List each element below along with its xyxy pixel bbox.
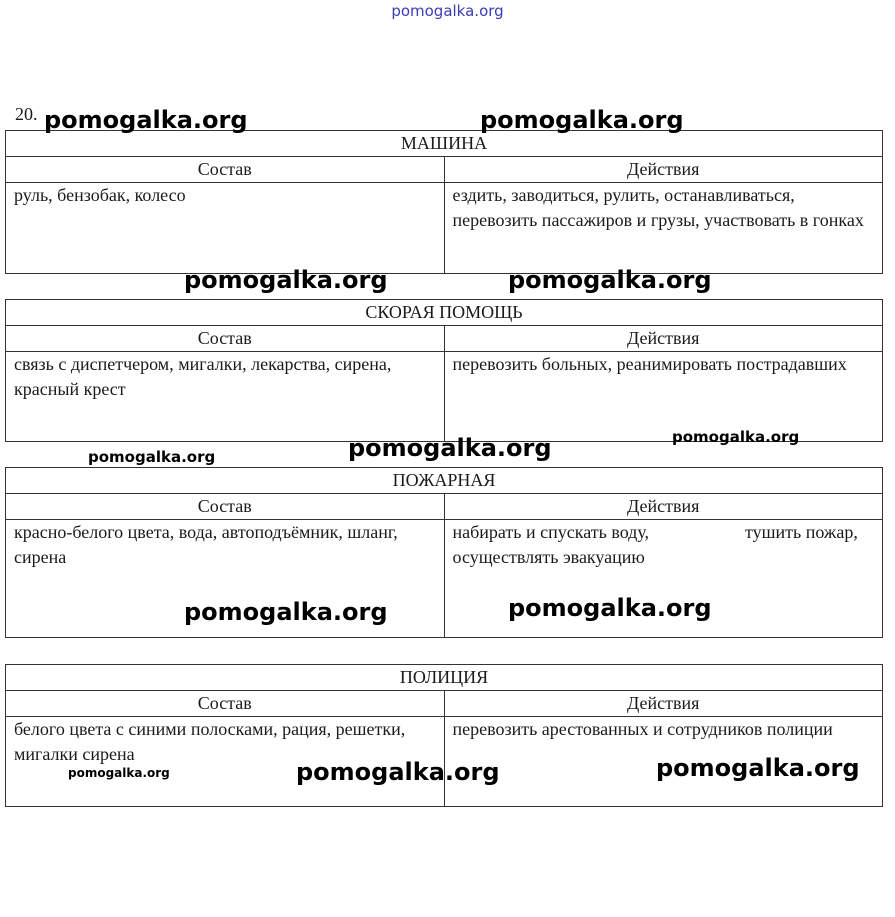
actions-cell: ездить, заводиться, рулить, останавливаться, перевозить пассажиров и грузы, участвовать в гонках (444, 183, 883, 274)
table-fire-truck (5, 467, 883, 638)
composition-cell: связь с диспетчером, мигалки, лекарства, сирена, красный крест (6, 352, 445, 442)
column-header-composition: Состав (6, 326, 445, 352)
column-header-composition: Состав (6, 691, 445, 717)
watermark: pomogalka.org (88, 448, 216, 466)
watermark: pomogalka.org (672, 428, 800, 446)
composition-cell: белого цвета с синими полосками, рация, решетки, мигалки сирена (6, 717, 445, 807)
actions-text-part1: набирать и спускать воду, (452, 522, 650, 542)
table-title: СКОРАЯ ПОМОЩЬ (6, 300, 883, 326)
watermark: pomogalka.org (184, 266, 388, 294)
table-title: ПОЖАРНАЯ (6, 468, 883, 494)
watermark: pomogalka.org (656, 754, 860, 782)
actions-cell: перевозить больных, реанимировать пострадавших (444, 352, 883, 442)
site-link[interactable]: pomogalka.org (391, 2, 504, 20)
column-header-composition: Состав (6, 494, 445, 520)
table-title: ПОЛИЦИЯ (6, 665, 883, 691)
composition-cell: руль, бензобак, колесо (6, 183, 445, 274)
watermark: pomogalka.org (508, 266, 712, 294)
watermark: pomogalka.org (68, 766, 170, 780)
watermark: pomogalka.org (44, 106, 248, 134)
actions-cell: перевозить арестованных и сотрудников полиции (444, 717, 883, 807)
task-number: 20. (15, 104, 38, 124)
table-car (5, 130, 883, 274)
column-header-actions: Действия (444, 494, 883, 520)
watermark: pomogalka.org (480, 106, 684, 134)
watermark: pomogalka.org (508, 594, 712, 622)
actions-text-part2: тушить пожар, осуществлять эвакуацию (452, 522, 858, 567)
table-title: МАШИНА (6, 131, 883, 157)
watermark: pomogalka.org (296, 758, 500, 786)
column-header-composition: Состав (6, 157, 445, 183)
watermark: pomogalka.org (348, 434, 552, 462)
column-header-actions: Действия (444, 691, 883, 717)
column-header-actions: Действия (444, 157, 883, 183)
table-ambulance (5, 299, 883, 442)
column-header-actions: Действия (444, 326, 883, 352)
watermark: pomogalka.org (184, 598, 388, 626)
composition-cell: красно-белого цвета, вода, автоподъёмник, шланг, сирена (6, 520, 445, 638)
